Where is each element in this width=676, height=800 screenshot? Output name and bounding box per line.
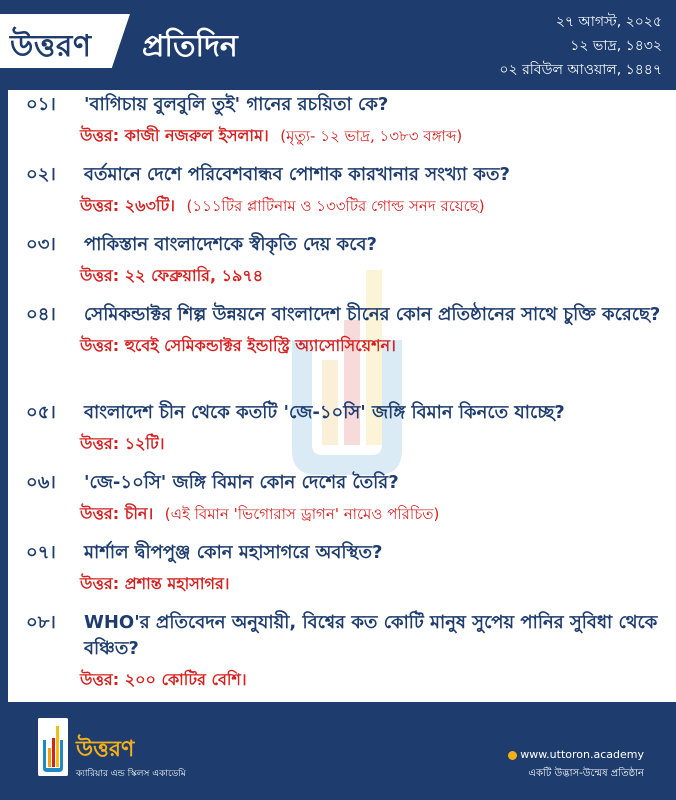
answer-label: উত্তর: bbox=[80, 266, 120, 285]
qa-item bbox=[26, 232, 666, 288]
date-block bbox=[499, 10, 662, 82]
answer-text: ১২টি। bbox=[124, 434, 165, 453]
qa-item bbox=[26, 610, 666, 692]
answer-row bbox=[80, 502, 666, 526]
answer-row bbox=[80, 264, 666, 288]
answer-row bbox=[80, 432, 666, 456]
question-text: সেমিকন্ডাক্টর শিল্প উন্নয়নে বাংলাদেশ চীনের কোন প্রতিষ্ঠানের সাথে চুক্তি করেছে? bbox=[84, 304, 661, 325]
brand-title-part2: প্রতিদিন bbox=[142, 29, 238, 64]
answer-label: উত্তর: bbox=[80, 434, 120, 453]
answer-row bbox=[80, 334, 666, 358]
date-bengali-calendar: ১২ ভাদ্র, ১৪৩২ bbox=[570, 38, 662, 54]
question-number: ০৪। bbox=[26, 304, 56, 325]
answer-label: উত্তর: bbox=[80, 196, 120, 215]
footer-subtitle: ক্যারিয়ার এন্ড স্কিলস একাডেমি bbox=[76, 769, 186, 779]
globe-icon bbox=[508, 751, 517, 760]
answer-row bbox=[80, 124, 666, 148]
question-text: মার্শাল দ্বীপপুঞ্জ কোন মহাসাগরে অবস্থিত? bbox=[84, 542, 383, 563]
footer-url-text: www.uttoron.academy bbox=[520, 748, 644, 761]
answer-text: ২২ ফেব্রুয়ারি, ১৯৭৪ bbox=[124, 266, 264, 285]
left-accent-bar bbox=[0, 90, 8, 702]
answer-text: হুবেই সেমিকন্ডাক্টর ইন্ডাস্ট্রি অ্যাসোসিয়েশন। bbox=[124, 336, 396, 355]
answer-note: (১১১টির প্লাটিনাম ও ১৩৩টির গোল্ড সনদ রয়েছে) bbox=[186, 197, 485, 215]
header bbox=[0, 0, 676, 90]
answer-note: (এই বিমান 'ভিগোরাস ড্রাগন' নামেও পরিচিত) bbox=[164, 505, 440, 523]
date-hijri-calendar: ০২ রবিউল আওয়াল, ১৪৪৭ bbox=[499, 62, 662, 78]
question-number: ০১। bbox=[26, 94, 56, 115]
question-number: ০২। bbox=[26, 164, 56, 185]
answer-label: উত্তর: bbox=[80, 574, 120, 593]
answer-text: চীন। bbox=[124, 504, 154, 523]
answer-note: (মৃত্যু- ১২ ভাদ্র, ১৩৮৩ বঙ্গাব্দ) bbox=[280, 127, 463, 145]
answer-text: কাজী নজরুল ইসলাম। bbox=[124, 126, 269, 145]
question-number: ০৬। bbox=[26, 472, 56, 493]
question-number: ০৮। bbox=[26, 612, 56, 633]
question-text: বাংলাদেশ চীন থেকে কতটি 'জে-১০সি' জঙ্গি বিমান কিনতে যাচ্ছে? bbox=[84, 402, 565, 423]
answer-row bbox=[80, 194, 666, 218]
qa-item bbox=[26, 162, 666, 218]
answer-label: উত্তর: bbox=[80, 504, 120, 523]
question-text: বর্তমানে দেশে পরিবেশবান্ধব পোশাক কারখানার সংখ্যা কত? bbox=[84, 164, 510, 185]
qa-item bbox=[26, 470, 666, 526]
footer-brand: উত্তরণ bbox=[76, 737, 135, 762]
answer-label: উত্তর: bbox=[80, 126, 120, 145]
question-text: 'জে-১০সি' জঙ্গি বিমান কোন দেশের তৈরি? bbox=[84, 472, 399, 493]
footer-tagline: একটি উদ্ভাস-উন্মেষ প্রতিষ্ঠান bbox=[528, 768, 644, 779]
question-text: WHO'র প্রতিবেদন অনুযায়ী, বিশ্বের কত কোটি মানুষ সুপেয় পানির সুবিধা থেকে বঞ্চিত? bbox=[84, 612, 658, 659]
qa-item bbox=[26, 302, 666, 358]
answer-row bbox=[80, 668, 666, 692]
question-text: 'বাগিচায় বুলবুলি তুই' গানের রচয়িতা কে? bbox=[84, 94, 389, 115]
answer-text: ২৬৩টি। bbox=[124, 196, 175, 215]
answer-text: প্রশান্ত মহাসাগর। bbox=[124, 574, 230, 593]
question-number: ০৭। bbox=[26, 542, 56, 563]
qa-item bbox=[26, 92, 666, 148]
answer-label: উত্তর: bbox=[80, 670, 120, 689]
footer-url-link[interactable] bbox=[508, 748, 644, 761]
question-text: পাকিস্তান বাংলাদেশকে স্বীকৃতি দেয় কবে? bbox=[84, 234, 377, 255]
brand-title-part1: উত্তরণ bbox=[10, 29, 92, 64]
question-number: ০৫। bbox=[26, 402, 56, 423]
date-english-calendar: ২৭ আগস্ট, ২০২৫ bbox=[555, 14, 662, 30]
footer-logo-icon bbox=[38, 718, 68, 776]
answer-label: উত্তর: bbox=[80, 336, 120, 355]
question-number: ০৩। bbox=[26, 234, 56, 255]
answer-text: ২০০ কোটির বেশি। bbox=[124, 670, 247, 689]
footer bbox=[0, 702, 676, 800]
qa-item bbox=[26, 400, 666, 456]
qa-item bbox=[26, 540, 666, 596]
answer-row bbox=[80, 572, 666, 596]
